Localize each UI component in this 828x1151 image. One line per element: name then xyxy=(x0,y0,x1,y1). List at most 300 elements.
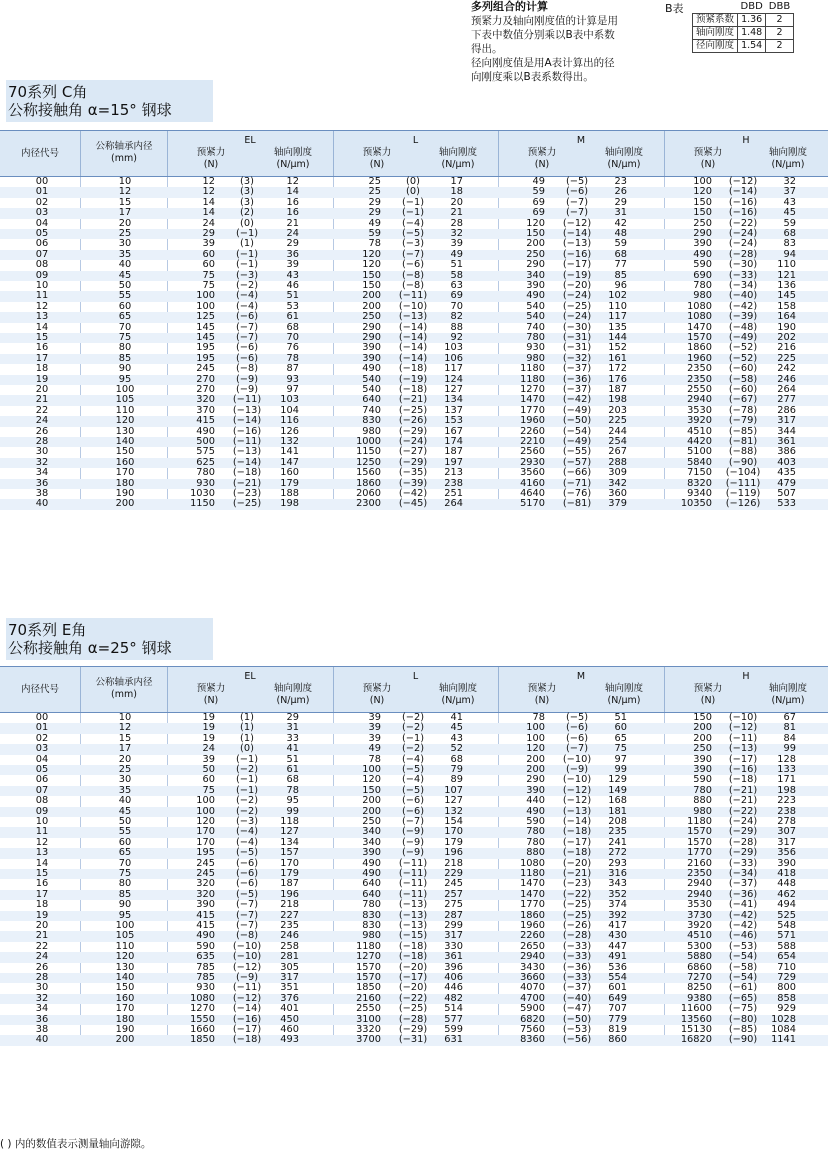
table-cell: 225 xyxy=(608,415,627,427)
table-cell: (−17) xyxy=(728,753,758,765)
table-cell: 4640 xyxy=(520,488,545,499)
table-cell: (−21) xyxy=(728,784,758,796)
header-group-l: L xyxy=(412,671,419,682)
table-cell: 930 xyxy=(196,982,215,994)
table-cell: (−5) xyxy=(401,764,425,775)
table-cell: 250 xyxy=(526,248,545,260)
table-cell: 418 xyxy=(777,868,796,879)
table-cell: 223 xyxy=(777,795,796,807)
table-cell: 12 xyxy=(118,186,132,198)
footnote: ( ) 内的数值表示测量轴向游隙。 xyxy=(0,1138,152,1150)
table-cell: 246 xyxy=(280,930,299,942)
table-cell: (−22) xyxy=(728,805,758,817)
table-cell: 590 xyxy=(196,940,215,952)
table-cell: (−45) xyxy=(398,498,428,510)
header-stiffness-unit: (N/μm) xyxy=(441,695,475,706)
table-cell: 6860 xyxy=(687,961,712,973)
table-cell: 10 xyxy=(118,712,132,723)
table-cell: 55 xyxy=(118,826,132,838)
table-cell: 4700 xyxy=(520,992,545,1004)
header-stiffness: 轴向刚度 xyxy=(273,683,312,694)
table-cell: 19 xyxy=(202,712,215,723)
table-cell: 2650 xyxy=(520,940,545,952)
table-cell: (−4) xyxy=(235,826,259,838)
table-cell: 150 xyxy=(693,196,712,208)
table-cell: 980 xyxy=(362,930,381,942)
table-cell: 29 xyxy=(202,228,215,239)
table-cell: 270 xyxy=(196,373,215,385)
table-cell: 440 xyxy=(526,795,545,807)
table-cell: 1080 xyxy=(190,992,215,1004)
table-cell: (−18) xyxy=(562,826,592,838)
table-cell: 200 xyxy=(526,238,545,250)
table-header xyxy=(0,130,828,177)
table-cell: (−49) xyxy=(562,436,592,447)
table-cell: 187 xyxy=(280,878,299,890)
table-cell: (−33) xyxy=(562,972,592,983)
table-cell: 16 xyxy=(35,878,49,890)
table-cell: 99 xyxy=(614,764,627,775)
table-cell: (−3) xyxy=(235,816,259,827)
table-cell: (−9) xyxy=(235,373,259,385)
table-cell: (−10) xyxy=(562,753,592,765)
table-cell: 195 xyxy=(196,352,215,364)
table-cell: 19 xyxy=(202,732,215,744)
header-stiffness: 轴向刚度 xyxy=(604,683,643,694)
table-cell: (−11) xyxy=(398,888,428,900)
table-cell: (−24) xyxy=(728,228,758,239)
table-cell: 1080 xyxy=(520,857,545,869)
table-cell: 12 xyxy=(286,176,299,187)
table-cell: 28 xyxy=(35,436,49,447)
header-group-m: M xyxy=(576,135,586,146)
table-cell: 70 xyxy=(450,300,463,312)
table-cell: (−2) xyxy=(235,805,259,817)
table-cell: 100 xyxy=(362,764,381,775)
table-cell: 137 xyxy=(444,404,463,416)
header-stiffness: 轴向刚度 xyxy=(438,683,477,694)
table-cell: 75 xyxy=(202,280,215,291)
table-cell: 290 xyxy=(526,259,545,271)
table-cell: 16820 xyxy=(680,1034,712,1046)
table-cell: 352 xyxy=(608,888,627,900)
table-cell: (−11) xyxy=(398,857,428,869)
table-cell: 415 xyxy=(196,909,215,921)
table-cell: (−54) xyxy=(728,972,758,983)
table-cell: 2260 xyxy=(520,930,545,942)
table-cell: 145 xyxy=(196,332,215,343)
table-cell: 17 xyxy=(118,207,132,219)
table-cell: 2350 xyxy=(687,363,712,375)
table-cell: 4510 xyxy=(687,425,712,437)
table-cell: 235 xyxy=(280,920,299,931)
table-cell: 105 xyxy=(115,394,135,406)
table-cell: 26 xyxy=(35,425,49,437)
table-cell: 25 xyxy=(118,764,132,775)
calculation-note xyxy=(471,0,651,84)
table-cell: 147 xyxy=(280,456,299,468)
note-line: 向刚度乘以B表系数得出。 xyxy=(471,71,594,83)
table-cell: (−18) xyxy=(562,847,592,859)
table-cell: (−4) xyxy=(235,300,259,312)
table-cell: (−18) xyxy=(398,384,428,395)
table-cell: 342 xyxy=(608,477,627,489)
table-cell: 930 xyxy=(196,477,215,489)
table-cell: 980 xyxy=(693,805,712,817)
table-cell: (−32) xyxy=(562,352,592,364)
table-cell: 36 xyxy=(35,477,49,489)
table-cell: (−7) xyxy=(565,743,589,755)
table-cell: 150 xyxy=(362,280,381,291)
table-cell: 286 xyxy=(777,404,796,416)
table-cell: 195 xyxy=(196,847,215,859)
table-cell: 5880 xyxy=(687,951,712,963)
table-cell: 5840 xyxy=(687,456,712,468)
table-cell: (−67) xyxy=(728,394,758,406)
table-cell: 490 xyxy=(196,425,215,437)
table-cell: 90 xyxy=(118,363,132,375)
table-cell: 2940 xyxy=(520,951,545,963)
table-cell: 631 xyxy=(444,1034,463,1046)
table-cell: 19 xyxy=(35,909,49,921)
table-cell: (−25) xyxy=(398,404,428,416)
table-cell: 132 xyxy=(444,805,463,817)
table-cell: (−126) xyxy=(725,498,761,510)
table-cell: 343 xyxy=(608,878,627,890)
table-cell: 780 xyxy=(526,826,545,838)
table-cell: 3100 xyxy=(356,1013,381,1025)
table-cell: (3) xyxy=(240,196,254,208)
table-cell: 493 xyxy=(280,1034,299,1046)
table-cell: 116 xyxy=(280,415,299,427)
table-cell: 170 xyxy=(115,1003,135,1015)
table-cell: 168 xyxy=(608,795,627,807)
table-cell: 4160 xyxy=(520,477,545,489)
table-cell: 60 xyxy=(202,259,215,271)
table-cell: 124 xyxy=(444,373,463,385)
table-cell: 640 xyxy=(362,878,381,890)
table-cell: 04 xyxy=(35,753,49,765)
table-cell: (−14) xyxy=(398,342,428,354)
table-cell: (−14) xyxy=(562,228,592,239)
table-cell: 50 xyxy=(118,280,132,291)
table-cell: 79 xyxy=(450,764,463,775)
table-cell: 117 xyxy=(444,363,463,375)
table-cell: 170 xyxy=(444,826,463,838)
table-cell: 85 xyxy=(118,888,132,900)
table-cell: 45 xyxy=(118,269,132,281)
table-cell: (−26) xyxy=(562,920,592,931)
table-cell: 110 xyxy=(115,940,135,952)
table-cell: 1860 xyxy=(687,342,712,354)
table-cell: 120 xyxy=(115,415,135,427)
table-cell: (−7) xyxy=(401,248,425,260)
table-cell: 390 xyxy=(693,764,712,775)
table-cell: (−14) xyxy=(562,816,592,827)
table-cell: 179 xyxy=(444,836,463,848)
table-cell: 52 xyxy=(450,743,463,755)
table-cell: 340 xyxy=(362,826,381,838)
table-cell: (−3) xyxy=(401,238,425,250)
header-code: 内径代号 xyxy=(20,684,59,695)
table-cell: (−16) xyxy=(232,1013,262,1025)
table-cell: 307 xyxy=(777,826,796,838)
table-cell: 858 xyxy=(777,992,796,1004)
table-cell: (−21) xyxy=(232,477,262,489)
table-cell: 01 xyxy=(35,722,49,734)
table-cell: 93 xyxy=(286,373,299,385)
table-cell: (−31) xyxy=(562,332,592,343)
table-cell: 171 xyxy=(777,774,796,786)
table-cell: 780 xyxy=(196,467,215,479)
table-cell: (−6) xyxy=(401,259,425,271)
table-cell: 160 xyxy=(115,456,135,468)
table-cell: 196 xyxy=(444,847,463,859)
table-cell: 1960 xyxy=(520,920,545,931)
table-cell: 37 xyxy=(783,186,796,198)
table-cell: 120 xyxy=(362,248,381,260)
table-cell: 514 xyxy=(444,1003,463,1015)
table-cell: 317 xyxy=(280,972,299,983)
table-cell: (−16) xyxy=(728,196,758,208)
table-cell: 78 xyxy=(532,712,545,723)
table-cell: 203 xyxy=(608,404,627,416)
table-cell: 26 xyxy=(35,961,49,973)
table-cell: (−56) xyxy=(562,1034,592,1046)
table-cell: 48 xyxy=(614,228,627,239)
table-cell: 96 xyxy=(614,280,627,291)
table-cell: 28 xyxy=(450,217,463,229)
table-cell: (−8) xyxy=(401,280,425,291)
header-stiffness: 轴向刚度 xyxy=(768,683,807,694)
table-cell: 200 xyxy=(362,805,381,817)
table-cell: 5170 xyxy=(520,498,545,510)
header-stiffness: 轴向刚度 xyxy=(604,147,643,158)
table-cell: 133 xyxy=(777,764,796,775)
table-cell: (−4) xyxy=(235,836,259,848)
header-stiffness-unit: (N/μm) xyxy=(771,159,805,170)
table-cell: 1080 xyxy=(687,300,712,312)
header-preload: 预紧力 xyxy=(527,683,557,694)
table-cell: 63 xyxy=(450,280,463,291)
table-cell: 317 xyxy=(444,930,463,942)
table-cell: 830 xyxy=(362,909,381,921)
table-cell: 2160 xyxy=(356,992,381,1004)
table-cell: 1180 xyxy=(687,816,712,827)
table-cell: 403 xyxy=(777,456,796,468)
table-cell: 218 xyxy=(280,899,299,911)
table-cell: 92 xyxy=(450,332,463,343)
table-cell: 257 xyxy=(444,888,463,900)
table-cell: (−18) xyxy=(398,951,428,963)
table-cell: (−20) xyxy=(562,280,592,291)
table-cell: 1180 xyxy=(520,363,545,375)
c-title-line2: 公称接触角 α=15° 钢球 xyxy=(8,101,172,119)
table-cell: 10 xyxy=(35,816,49,827)
table-cell: (1) xyxy=(240,712,254,723)
table-cell: (−88) xyxy=(728,446,758,458)
table-cell: 785 xyxy=(196,961,215,973)
table-cell: 149 xyxy=(608,784,627,796)
table-cell: 181 xyxy=(608,805,627,817)
table-cell: 16 xyxy=(35,342,49,354)
table-cell: 390 xyxy=(362,847,381,859)
table-cell: 152 xyxy=(608,342,627,354)
table-cell: 65 xyxy=(118,311,132,323)
table-cell: 2550 xyxy=(687,384,712,395)
table-cell: 1180 xyxy=(520,373,545,385)
table-cell: 29 xyxy=(614,196,627,208)
table-cell: 246 xyxy=(777,373,796,385)
table-cell: 150 xyxy=(693,207,712,219)
table-cell: 107 xyxy=(444,784,463,796)
table-cell: 140 xyxy=(115,972,135,983)
table-cell: (−85) xyxy=(728,1024,758,1035)
table-cell: (−11) xyxy=(232,982,262,994)
table-cell: (−9) xyxy=(565,764,589,775)
table-cell: 401 xyxy=(280,1003,299,1015)
table-cell: 30 xyxy=(35,982,49,994)
table-cell: 05 xyxy=(35,764,49,775)
table-cell: 4070 xyxy=(520,982,545,994)
header-stiffness-unit: (N/μm) xyxy=(607,159,641,170)
table-cell: 3920 xyxy=(687,415,712,427)
table-cell: (−6) xyxy=(235,878,259,890)
table-cell: 120 xyxy=(362,259,381,271)
table-cell: 103 xyxy=(280,394,299,406)
table-cell: 320 xyxy=(196,394,215,406)
table-cell: 120 xyxy=(526,217,545,229)
table-cell: (−18) xyxy=(728,774,758,786)
table-cell: 216 xyxy=(777,342,796,354)
table-cell: 1084 xyxy=(771,1024,796,1035)
table-cell: 38 xyxy=(35,1024,49,1035)
table-cell: 11 xyxy=(35,826,49,838)
table-cell: 100 xyxy=(526,732,545,744)
table-cell: (−65) xyxy=(728,992,758,1004)
table-cell: 97 xyxy=(286,384,299,395)
table-cell: 150 xyxy=(362,269,381,281)
table-cell: 136 xyxy=(777,280,796,291)
table-cell: (−31) xyxy=(562,342,592,354)
e-title-line1: 70系列 E角 xyxy=(8,621,87,639)
table-cell: 43 xyxy=(286,269,299,281)
table-cell: (−5) xyxy=(401,784,425,796)
table-cell: 17 xyxy=(35,352,49,364)
table-cell: 929 xyxy=(777,1003,796,1015)
table-cell: 635 xyxy=(196,951,215,963)
table-cell: 494 xyxy=(777,899,796,911)
table-cell: (−1) xyxy=(235,248,259,260)
table-cell: (−8) xyxy=(401,269,425,281)
table-cell: (−33) xyxy=(728,857,758,869)
table-cell: 1960 xyxy=(687,352,712,364)
table-cell: (−7) xyxy=(235,920,259,931)
header-group-l: L xyxy=(412,135,419,146)
table-cell: 227 xyxy=(280,909,299,921)
table-cell: 250 xyxy=(362,311,381,323)
header-code: 内径代号 xyxy=(20,148,59,159)
table-cell: 200 xyxy=(362,795,381,807)
table-cell: (−12) xyxy=(728,176,758,187)
table-cell: 45 xyxy=(118,805,132,817)
table-cell: 2350 xyxy=(687,373,712,385)
table-cell: 780 xyxy=(526,332,545,343)
table-cell: 819 xyxy=(608,1024,627,1035)
table-cell: 245 xyxy=(444,878,463,890)
c-section-title xyxy=(6,80,213,122)
table-cell: (−12) xyxy=(232,961,262,973)
table-cell: 599 xyxy=(444,1024,463,1035)
b-row-v1: 1.54 xyxy=(738,40,766,53)
table-cell: 980 xyxy=(362,425,381,437)
table-cell: 1860 xyxy=(520,909,545,921)
b-row-name: 轴向刚度 xyxy=(693,27,738,40)
table-cell: (−2) xyxy=(235,795,259,807)
table-cell: 250 xyxy=(362,816,381,827)
table-cell: (−90) xyxy=(728,1034,758,1046)
table-cell: (−111) xyxy=(725,477,761,489)
table-cell: 729 xyxy=(777,972,796,983)
table-cell: 188 xyxy=(280,488,299,499)
table-cell: 170 xyxy=(115,467,135,479)
table-cell: 80 xyxy=(118,878,132,890)
c-title-line1: 70系列 C角 xyxy=(8,83,88,101)
table-cell: (−19) xyxy=(398,373,428,385)
table-cell: 145 xyxy=(196,321,215,333)
table-cell: 14 xyxy=(202,207,215,219)
table-cell: (2) xyxy=(240,207,254,219)
table-cell: 39 xyxy=(368,722,381,734)
table-cell: (−17) xyxy=(398,972,428,983)
table-cell: 536 xyxy=(608,961,627,973)
table-cell: (−49) xyxy=(728,332,758,343)
table-cell: 12 xyxy=(118,722,132,734)
table-cell: 8360 xyxy=(520,1034,545,1046)
b-row-v2: 2 xyxy=(766,14,793,27)
table-cell: 25 xyxy=(368,186,381,198)
table-cell: 39 xyxy=(202,753,215,765)
table-cell: 200 xyxy=(115,498,135,510)
table-cell: (1) xyxy=(240,732,254,744)
header-preload-unit: (N) xyxy=(369,159,385,170)
table-cell: (−9) xyxy=(401,836,425,848)
header-preload: 预紧力 xyxy=(362,683,392,694)
table-cell: 150 xyxy=(362,784,381,796)
table-cell: 264 xyxy=(444,498,463,510)
table-cell: 95 xyxy=(286,795,299,807)
table-cell: (−30) xyxy=(562,321,592,333)
table-cell: (−18) xyxy=(232,467,262,479)
table-cell: (−26) xyxy=(398,415,428,427)
table-cell: 68 xyxy=(286,321,299,333)
table-cell: 130 xyxy=(115,961,135,973)
table-cell: 167 xyxy=(444,425,463,437)
table-cell: (−11) xyxy=(398,878,428,890)
table-cell: (−36) xyxy=(562,373,592,385)
table-cell: 187 xyxy=(608,384,627,395)
table-cell: 68 xyxy=(450,753,463,765)
table-cell: (−7) xyxy=(235,332,259,343)
table-cell: (−23) xyxy=(562,878,592,890)
table-cell: 06 xyxy=(35,774,49,786)
table-cell: 110 xyxy=(777,259,796,271)
table-cell: (−8) xyxy=(235,363,259,375)
table-cell: 390 xyxy=(362,342,381,354)
table-cell: 127 xyxy=(444,795,463,807)
table-cell: (−35) xyxy=(398,467,428,479)
table-cell: (−18) xyxy=(398,363,428,375)
